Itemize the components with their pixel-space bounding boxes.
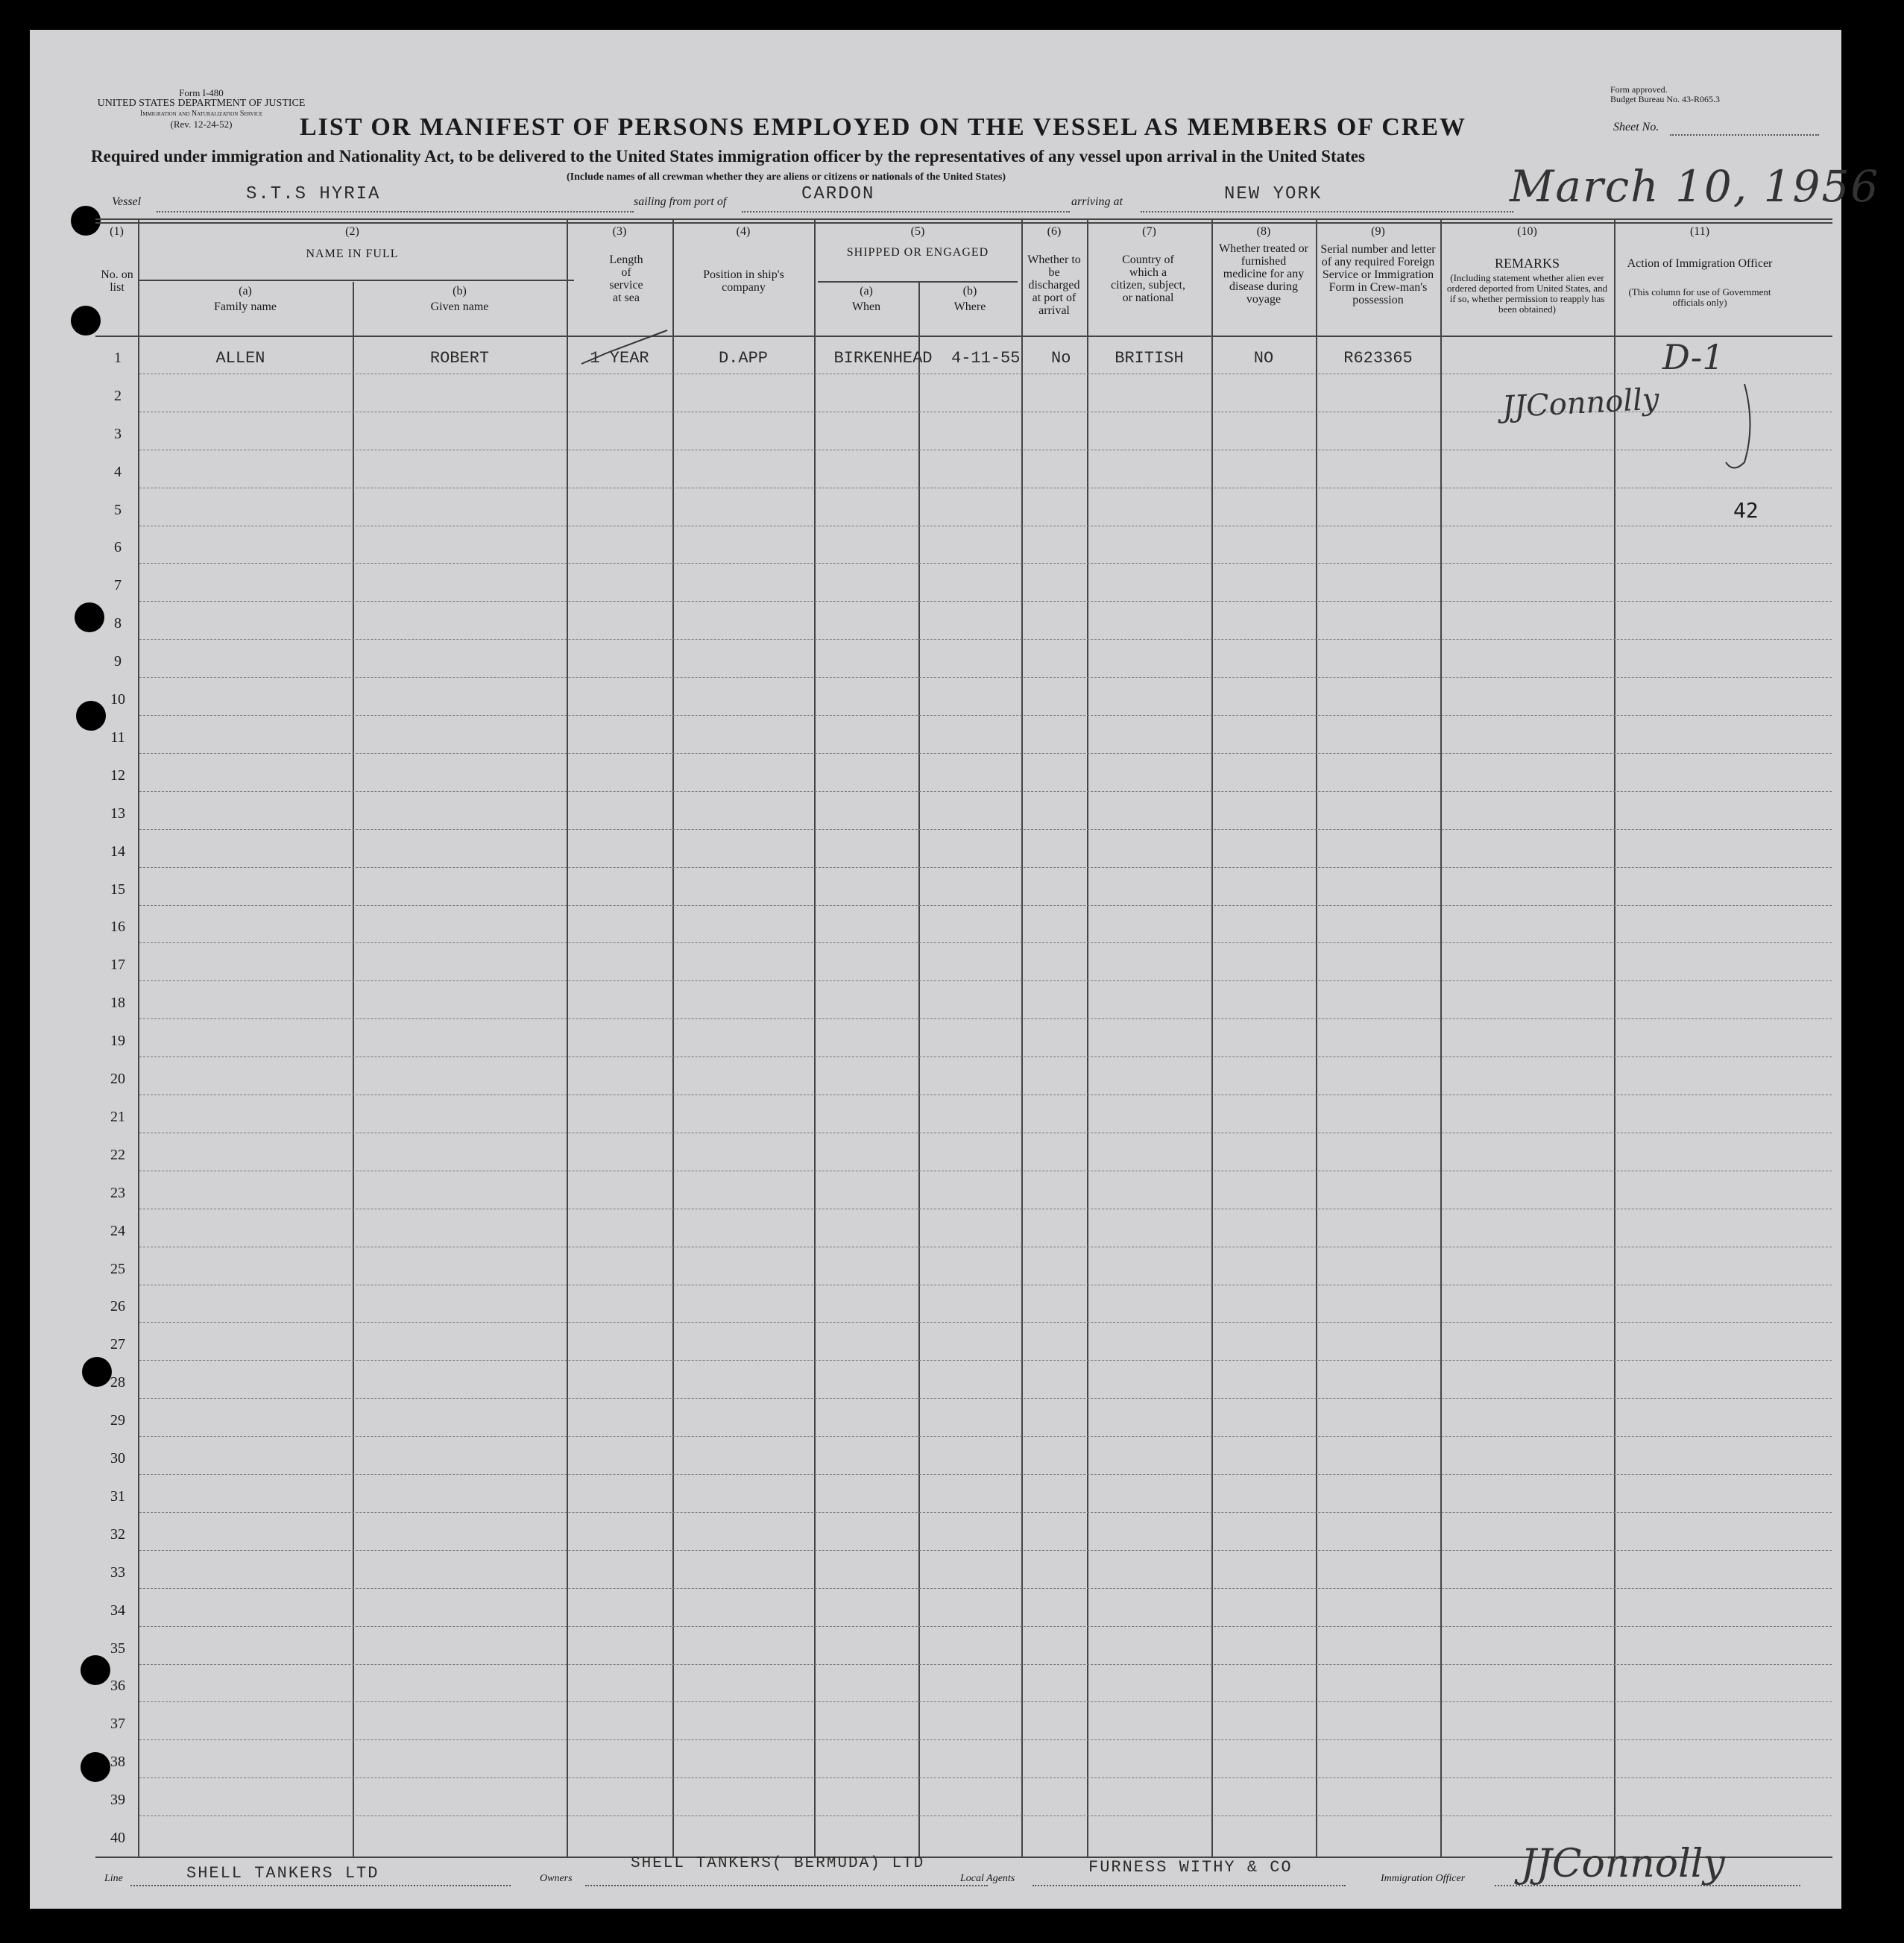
form-id-block: [89, 88, 313, 130]
agents-rule: [1033, 1885, 1346, 1886]
col5a-number: (a): [860, 285, 873, 297]
date-handwritten: March 10, 1956: [1510, 161, 1880, 212]
col5b-header: Where: [953, 300, 986, 313]
line-value: SHELL TANKERS LTD: [186, 1864, 379, 1883]
line-label: Line: [104, 1873, 123, 1884]
row-number: 2: [114, 387, 122, 404]
col-divider: [1614, 220, 1615, 1857]
col1-number: (1): [110, 225, 124, 238]
arriving-label: arriving at: [1071, 195, 1123, 208]
crew-family-name: ALLEN: [215, 349, 265, 368]
row-number: 13: [110, 804, 125, 822]
col-divider: [918, 282, 920, 1857]
row-number: 16: [110, 919, 125, 936]
crew-given-name: ROBERT: [429, 349, 490, 368]
row-rule: [139, 1588, 1832, 1589]
row-number: 29: [110, 1412, 125, 1429]
row-rule: [139, 715, 1832, 716]
row-number: 34: [110, 1602, 125, 1619]
col3-header: Length of service at sea: [609, 253, 643, 304]
col6-number: (6): [1047, 225, 1062, 238]
col11-header: Action of Immigration Officer: [1627, 257, 1773, 270]
sailing-value: CARDON: [801, 184, 875, 204]
col2b-number: (b): [453, 285, 467, 297]
col2b-header: Given name: [430, 300, 489, 313]
row-rule: [139, 563, 1832, 564]
row-rule: [139, 753, 1832, 754]
row-rule: [139, 1018, 1832, 1019]
row-rule: [139, 942, 1832, 943]
row-number: 7: [114, 577, 122, 594]
row-rule: [139, 1701, 1832, 1702]
row-rule: [139, 1474, 1832, 1475]
row-number: 5: [114, 501, 122, 518]
col2a-number: (a): [239, 285, 252, 297]
owners-value: SHELL TANKERS( BERMUDA) LTD: [631, 1855, 925, 1872]
col2a-header: Family name: [214, 300, 277, 313]
col-divider: [1087, 220, 1088, 1857]
row-number: 26: [110, 1298, 125, 1315]
col11-note: (This column for use of Government officials only): [1628, 286, 1771, 308]
col-divider: [353, 282, 354, 1857]
row-number: 15: [110, 881, 125, 898]
row-number: 19: [110, 1033, 125, 1050]
signature-flourish: [1715, 380, 1774, 477]
row-number: 20: [110, 1071, 125, 1087]
row-rule: [139, 639, 1832, 640]
row-number: 21: [110, 1108, 125, 1125]
row-rule: [139, 1550, 1832, 1551]
row-rule: [139, 1777, 1832, 1778]
budget-number: Budget Bureau No. 43-R065.3: [1610, 94, 1720, 104]
approval-block: [1610, 85, 1720, 104]
col5-number: (5): [910, 225, 925, 238]
crew-medicine: NO: [1253, 349, 1274, 368]
row-rule: [139, 791, 1832, 792]
row-number: 18: [110, 995, 125, 1012]
row-rule: [139, 1664, 1832, 1665]
col8-header: Whether treated or furnished medicine for any disease during voyage: [1219, 242, 1308, 306]
col1-header: No. on list: [101, 268, 133, 294]
row-rule: [139, 905, 1832, 906]
sailing-line: [742, 211, 1070, 212]
line-rule: [130, 1885, 511, 1886]
row-rule: [139, 1056, 1832, 1057]
punch-hole: [71, 306, 101, 336]
col4-number: (4): [736, 225, 751, 238]
row-number: 30: [110, 1450, 125, 1467]
col-divider: [1440, 220, 1442, 1857]
col2-header: NAME IN FULL: [306, 248, 399, 260]
row-rule: [139, 1626, 1832, 1627]
form-title: LIST OR MANIFEST OF PERSONS EMPLOYED ON THE VESSEL AS MEMBERS OF CREW: [300, 113, 1467, 141]
table-top-border: [95, 218, 1832, 220]
form-approved: Form approved.: [1610, 84, 1668, 95]
row-number: 33: [110, 1563, 125, 1581]
row-number: 31: [110, 1487, 125, 1505]
row-number: 38: [110, 1754, 125, 1771]
col-divider: [567, 220, 568, 1857]
vessel-line: [157, 211, 634, 212]
row-number: 11: [110, 728, 125, 746]
row-rule: [139, 867, 1832, 868]
crew-country: BRITISH: [1115, 349, 1184, 368]
col5a-header: When: [851, 300, 881, 313]
arriving-value: NEW YORK: [1224, 184, 1323, 204]
agency-name: UNITED STATES DEPARTMENT OF JUSTICE: [97, 98, 306, 109]
col9-header: Serial number and letter of any required Foreign Service or Immigration Form in Crew-man's possession: [1320, 243, 1436, 306]
row-rule: [139, 1360, 1832, 1361]
row-rule: [139, 829, 1832, 830]
crew-serial: R623365: [1343, 349, 1413, 368]
agents-value: FURNESS WITHY & CO: [1088, 1858, 1293, 1877]
row-rule: [139, 980, 1832, 981]
form-revision: (Rev. 12-24-52): [170, 119, 233, 130]
row-number: 37: [110, 1716, 125, 1733]
row-number: 9: [114, 653, 122, 670]
crew-service: 1 YEAR: [590, 349, 649, 368]
row-number: 3: [114, 425, 122, 442]
manifest-form: [30, 30, 1880, 1909]
sheet-label: Sheet No.: [1613, 121, 1659, 133]
col-divider: [814, 220, 816, 1857]
col7-header: Country of which a citizen, subject, or national: [1111, 253, 1185, 304]
row-number: 22: [110, 1146, 125, 1163]
sailing-label: sailing from port of: [634, 195, 727, 208]
col3-number: (3): [612, 225, 627, 238]
col8-number: (8): [1256, 225, 1271, 238]
vessel-value: S.T.S HYRIA: [246, 184, 381, 204]
crew-discharged: No: [1051, 349, 1071, 368]
row-number: 4: [114, 463, 122, 480]
shipped-subheader-line: [818, 281, 1018, 283]
crew-position: D.APP: [718, 349, 768, 368]
row-rule: [139, 677, 1832, 678]
row-number: 1: [114, 349, 122, 366]
row-number: 10: [110, 691, 125, 708]
row-number: 39: [110, 1792, 125, 1809]
officer-label: Immigration Officer: [1381, 1873, 1466, 1884]
col-divider: [1211, 220, 1213, 1857]
arriving-line: [1141, 211, 1513, 212]
action-code: D-1: [1662, 337, 1724, 377]
col5-header: SHIPPED OR ENGAGED: [846, 246, 989, 259]
col5b-number: (b): [962, 285, 977, 297]
row-number: 35: [110, 1640, 125, 1657]
col-divider: [1021, 220, 1023, 1857]
col11-number: (11): [1689, 225, 1710, 238]
row-number: 17: [110, 957, 125, 974]
row-number: 28: [110, 1374, 125, 1391]
col2-number: (2): [345, 225, 359, 238]
row-rule: [139, 1398, 1832, 1399]
owners-label: Owners: [540, 1873, 573, 1884]
row-number: 27: [110, 1336, 125, 1353]
col-divider: [672, 220, 674, 1857]
row-number: 36: [110, 1678, 125, 1695]
col4-header: Position in ship's company: [703, 268, 784, 294]
row-number: 23: [110, 1184, 125, 1201]
row-rule: [139, 601, 1832, 602]
col9-number: (9): [1371, 225, 1385, 238]
crew-where: BIRKENHEAD: [833, 349, 933, 368]
row-number: 25: [110, 1260, 125, 1277]
row-number: 32: [110, 1525, 125, 1543]
sheet-line: [1670, 134, 1819, 136]
crew-when: 4-11-55: [951, 349, 1021, 368]
row-number: 8: [114, 615, 122, 632]
form-note: (Include names of all crewman whether they are aliens or citizens or nationals of the United States): [567, 171, 1006, 183]
name-subheader-line: [138, 280, 574, 281]
col-divider: [1316, 220, 1317, 1857]
row-rule: [139, 1739, 1832, 1740]
vessel-label: Vessel: [112, 195, 142, 208]
owners-rule: [585, 1885, 988, 1886]
form-number: Form I-480: [179, 87, 224, 98]
service-name: Immigration and Naturalization Service: [139, 110, 263, 118]
row-number: 6: [114, 539, 122, 556]
remarks-signature: JJConnolly: [1501, 382, 1660, 425]
agents-label: Local Agents: [960, 1873, 1015, 1884]
row-number: 12: [110, 766, 125, 784]
service-check-mark: [578, 327, 675, 371]
col10-note: (Including statement whether alien ever ordered deported from United States, and if so, whether permission to reapply has been obtained): [1446, 272, 1608, 315]
header-bottom-line: [95, 336, 1832, 337]
table-top-border-2: [95, 222, 1832, 224]
col7-number: (7): [1142, 225, 1156, 238]
col10-header: REMARKS: [1494, 256, 1560, 271]
row-rule: [139, 1512, 1832, 1513]
annotation-number: 42: [1733, 498, 1759, 523]
row-rule: [139, 1436, 1832, 1437]
col10-number: (10): [1517, 225, 1537, 238]
col6-header: Whether to be discharged at port of arrival: [1027, 253, 1081, 317]
row-rule: [139, 1322, 1832, 1323]
form-subtitle: Required under immigration and Nationality Act, to be delivered to the United States immigration officer by the representatives of any vessel upon arrival in the United States: [91, 147, 1365, 166]
row-number: 40: [110, 1830, 125, 1846]
row-number: 24: [110, 1222, 125, 1239]
officer-signature: JJConnolly: [1521, 1842, 1725, 1886]
row-number: 14: [110, 843, 125, 860]
